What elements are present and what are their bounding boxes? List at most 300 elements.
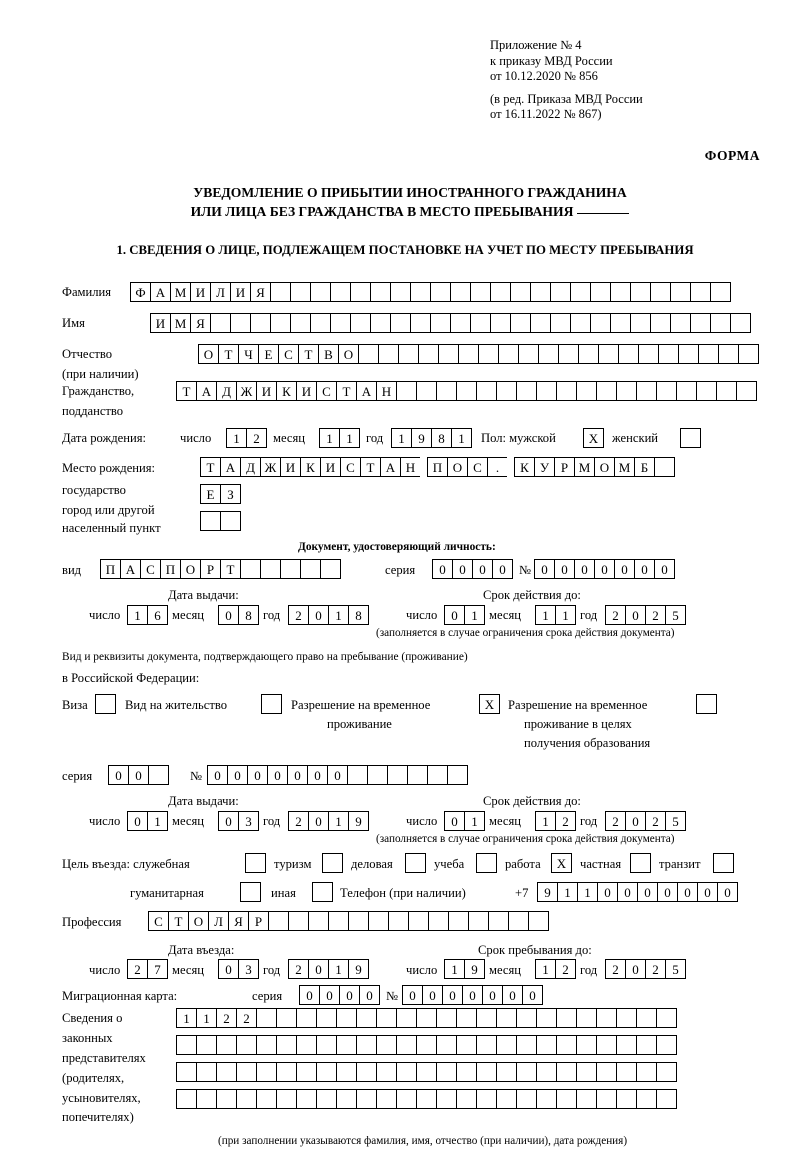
input-cell[interactable]: [456, 1035, 477, 1055]
input-cell[interactable]: [590, 282, 611, 302]
input-cell[interactable]: 2: [555, 811, 576, 831]
input-cell[interactable]: [350, 282, 371, 302]
doc-number-boxes[interactable]: [534, 559, 674, 579]
input-cell[interactable]: И: [320, 457, 341, 477]
input-cell[interactable]: С: [467, 457, 488, 477]
input-cell[interactable]: 8: [238, 605, 259, 625]
input-cell[interactable]: [408, 911, 429, 931]
input-cell[interactable]: [436, 381, 457, 401]
input-cell[interactable]: 0: [207, 765, 228, 785]
input-cell[interactable]: [510, 313, 531, 333]
input-cell[interactable]: М: [614, 457, 635, 477]
input-cell[interactable]: [636, 1008, 657, 1028]
input-cell[interactable]: [316, 1008, 337, 1028]
input-cell[interactable]: [330, 313, 351, 333]
input-cell[interactable]: 1: [226, 428, 247, 448]
input-cell[interactable]: [378, 344, 399, 364]
input-cell[interactable]: [250, 313, 271, 333]
input-cell[interactable]: 1: [451, 428, 472, 448]
input-cell[interactable]: 0: [359, 985, 380, 1005]
input-cell[interactable]: С: [278, 344, 299, 364]
legal-rep-row-3[interactable]: [176, 1062, 676, 1082]
input-cell[interactable]: [596, 1035, 617, 1055]
doc-valid-month-boxes[interactable]: [535, 605, 575, 625]
input-cell[interactable]: [290, 313, 311, 333]
input-cell[interactable]: 0: [492, 559, 513, 579]
input-cell[interactable]: [470, 313, 491, 333]
input-cell[interactable]: [710, 282, 731, 302]
input-cell[interactable]: [436, 1062, 457, 1082]
input-cell[interactable]: 0: [657, 882, 678, 902]
input-cell[interactable]: [236, 1035, 257, 1055]
input-cell[interactable]: [276, 1089, 297, 1109]
input-cell[interactable]: О: [198, 344, 219, 364]
legal-rep-row-2[interactable]: [176, 1035, 676, 1055]
input-cell[interactable]: С: [148, 911, 169, 931]
input-cell[interactable]: [296, 1008, 317, 1028]
input-cell[interactable]: [496, 381, 517, 401]
input-cell[interactable]: [736, 381, 757, 401]
input-cell[interactable]: [270, 282, 291, 302]
input-cell[interactable]: С: [316, 381, 337, 401]
input-cell[interactable]: [216, 1089, 237, 1109]
input-cell[interactable]: [530, 282, 551, 302]
birth-month-boxes[interactable]: [319, 428, 359, 448]
input-cell[interactable]: [518, 344, 539, 364]
input-cell[interactable]: С: [340, 457, 361, 477]
input-cell[interactable]: 2: [645, 959, 666, 979]
input-cell[interactable]: Р: [248, 911, 269, 931]
input-cell[interactable]: [396, 1062, 417, 1082]
input-cell[interactable]: [636, 1062, 657, 1082]
input-cell[interactable]: [578, 344, 599, 364]
input-cell[interactable]: 2: [216, 1008, 237, 1028]
stay-issue-month-boxes[interactable]: [218, 811, 258, 831]
input-cell[interactable]: Т: [176, 381, 197, 401]
input-cell[interactable]: [396, 1008, 417, 1028]
input-cell[interactable]: 9: [464, 959, 485, 979]
input-cell[interactable]: А: [220, 457, 241, 477]
input-cell[interactable]: [390, 313, 411, 333]
input-cell[interactable]: [310, 313, 331, 333]
input-cell[interactable]: [496, 1035, 517, 1055]
input-cell[interactable]: [678, 344, 699, 364]
input-cell[interactable]: [556, 1008, 577, 1028]
input-cell[interactable]: [396, 1089, 417, 1109]
input-cell[interactable]: 0: [444, 811, 465, 831]
stay-end-day-boxes[interactable]: [444, 959, 484, 979]
input-cell[interactable]: Ч: [238, 344, 259, 364]
input-cell[interactable]: [496, 1089, 517, 1109]
input-cell[interactable]: [576, 381, 597, 401]
purpose-study-checkbox[interactable]: [476, 853, 497, 873]
input-cell[interactable]: 0: [522, 985, 543, 1005]
doc-valid-year-boxes[interactable]: [605, 605, 685, 625]
input-cell[interactable]: [410, 313, 431, 333]
input-cell[interactable]: 1: [464, 605, 485, 625]
input-cell[interactable]: [336, 1089, 357, 1109]
input-cell[interactable]: [550, 282, 571, 302]
input-cell[interactable]: Н: [376, 381, 397, 401]
input-cell[interactable]: 0: [717, 882, 738, 902]
birth-year-boxes[interactable]: [391, 428, 471, 448]
input-cell[interactable]: 1: [535, 959, 556, 979]
input-cell[interactable]: 0: [462, 985, 483, 1005]
stay-end-year-boxes[interactable]: [605, 959, 685, 979]
input-cell[interactable]: [630, 313, 651, 333]
birth-city-line1-boxes[interactable]: [200, 484, 240, 504]
input-cell[interactable]: [476, 1062, 497, 1082]
input-cell[interactable]: 1: [391, 428, 412, 448]
input-cell[interactable]: Л: [210, 282, 231, 302]
input-cell[interactable]: 5: [665, 811, 686, 831]
input-cell[interactable]: А: [356, 381, 377, 401]
input-cell[interactable]: [276, 1035, 297, 1055]
input-cell[interactable]: [220, 511, 241, 531]
input-cell[interactable]: 0: [308, 605, 329, 625]
input-cell[interactable]: 0: [402, 985, 423, 1005]
temp-residence-checkbox[interactable]: X: [479, 694, 500, 714]
input-cell[interactable]: [538, 344, 559, 364]
input-cell[interactable]: [268, 911, 289, 931]
purpose-private-checkbox[interactable]: [630, 853, 651, 873]
input-cell[interactable]: Т: [220, 559, 241, 579]
input-cell[interactable]: 2: [605, 959, 626, 979]
input-cell[interactable]: 0: [218, 811, 239, 831]
input-cell[interactable]: [476, 1008, 497, 1028]
input-cell[interactable]: [576, 1062, 597, 1082]
input-cell[interactable]: [616, 1008, 637, 1028]
input-cell[interactable]: [450, 282, 471, 302]
input-cell[interactable]: 1: [535, 811, 556, 831]
input-cell[interactable]: [148, 765, 169, 785]
input-cell[interactable]: [516, 1008, 537, 1028]
input-cell[interactable]: 6: [147, 605, 168, 625]
input-cell[interactable]: 0: [247, 765, 268, 785]
input-cell[interactable]: 0: [625, 959, 646, 979]
input-cell[interactable]: [348, 911, 369, 931]
input-cell[interactable]: [288, 911, 309, 931]
input-cell[interactable]: 0: [308, 959, 329, 979]
input-cell[interactable]: [370, 282, 391, 302]
input-cell[interactable]: [468, 911, 489, 931]
input-cell[interactable]: [596, 1089, 617, 1109]
input-cell[interactable]: [296, 1035, 317, 1055]
input-cell[interactable]: П: [160, 559, 181, 579]
input-cell[interactable]: [336, 1035, 357, 1055]
input-cell[interactable]: 9: [348, 959, 369, 979]
input-cell[interactable]: [410, 282, 431, 302]
input-cell[interactable]: 0: [677, 882, 698, 902]
stay-issue-day-boxes[interactable]: [127, 811, 167, 831]
input-cell[interactable]: [356, 1008, 377, 1028]
input-cell[interactable]: 0: [218, 605, 239, 625]
input-cell[interactable]: [570, 282, 591, 302]
purpose-humanitarian-checkbox[interactable]: [240, 882, 261, 902]
input-cell[interactable]: [308, 911, 329, 931]
input-cell[interactable]: [516, 1035, 537, 1055]
profession-boxes[interactable]: [148, 911, 548, 931]
input-cell[interactable]: [176, 1062, 197, 1082]
input-cell[interactable]: 0: [574, 559, 595, 579]
input-cell[interactable]: К: [514, 457, 535, 477]
input-cell[interactable]: К: [300, 457, 321, 477]
input-cell[interactable]: [376, 1008, 397, 1028]
input-cell[interactable]: 1: [464, 811, 485, 831]
input-cell[interactable]: О: [180, 559, 201, 579]
input-cell[interactable]: 0: [472, 559, 493, 579]
input-cell[interactable]: 2: [288, 811, 309, 831]
input-cell[interactable]: Р: [200, 559, 221, 579]
input-cell[interactable]: [596, 381, 617, 401]
visa-checkbox[interactable]: [95, 694, 116, 714]
input-cell[interactable]: [556, 1089, 577, 1109]
input-cell[interactable]: [516, 1062, 537, 1082]
input-cell[interactable]: 0: [637, 882, 658, 902]
input-cell[interactable]: [458, 344, 479, 364]
input-cell[interactable]: [616, 1089, 637, 1109]
input-cell[interactable]: 1: [444, 959, 465, 979]
purpose-transit-checkbox[interactable]: [713, 853, 734, 873]
input-cell[interactable]: 0: [625, 811, 646, 831]
input-cell[interactable]: 2: [246, 428, 267, 448]
edu-residence-checkbox[interactable]: [696, 694, 717, 714]
input-cell[interactable]: 0: [654, 559, 675, 579]
input-cell[interactable]: С: [140, 559, 161, 579]
input-cell[interactable]: [416, 1008, 437, 1028]
input-cell[interactable]: [576, 1035, 597, 1055]
input-cell[interactable]: 5: [665, 959, 686, 979]
input-cell[interactable]: [370, 313, 391, 333]
input-cell[interactable]: [498, 344, 519, 364]
input-cell[interactable]: 0: [308, 811, 329, 831]
input-cell[interactable]: [296, 1062, 317, 1082]
input-cell[interactable]: [528, 911, 549, 931]
input-cell[interactable]: О: [594, 457, 615, 477]
input-cell[interactable]: 0: [625, 605, 646, 625]
input-cell[interactable]: [260, 559, 281, 579]
doc-issue-month-boxes[interactable]: [218, 605, 258, 625]
stay-series-boxes[interactable]: [108, 765, 168, 785]
input-cell[interactable]: Д: [240, 457, 261, 477]
input-cell[interactable]: 1: [535, 605, 556, 625]
input-cell[interactable]: 0: [227, 765, 248, 785]
input-cell[interactable]: 2: [288, 605, 309, 625]
input-cell[interactable]: [456, 1062, 477, 1082]
input-cell[interactable]: [698, 344, 719, 364]
input-cell[interactable]: [556, 1062, 577, 1082]
input-cell[interactable]: [358, 344, 379, 364]
input-cell[interactable]: 0: [267, 765, 288, 785]
input-cell[interactable]: [200, 511, 221, 531]
input-cell[interactable]: [650, 282, 671, 302]
input-cell[interactable]: [356, 1089, 377, 1109]
input-cell[interactable]: [636, 381, 657, 401]
input-cell[interactable]: [296, 1089, 317, 1109]
migration-series-boxes[interactable]: [299, 985, 379, 1005]
input-cell[interactable]: [536, 1089, 557, 1109]
input-cell[interactable]: [418, 344, 439, 364]
stay-end-month-boxes[interactable]: [535, 959, 575, 979]
input-cell[interactable]: [456, 381, 477, 401]
input-cell[interactable]: 0: [299, 985, 320, 1005]
input-cell[interactable]: [438, 344, 459, 364]
input-cell[interactable]: [216, 1035, 237, 1055]
input-cell[interactable]: Б: [634, 457, 655, 477]
input-cell[interactable]: [536, 1008, 557, 1028]
input-cell[interactable]: [356, 1062, 377, 1082]
input-cell[interactable]: Ж: [236, 381, 257, 401]
input-cell[interactable]: В: [318, 344, 339, 364]
doc-issue-day-boxes[interactable]: [127, 605, 167, 625]
input-cell[interactable]: Е: [258, 344, 279, 364]
input-cell[interactable]: [390, 282, 411, 302]
input-cell[interactable]: [590, 313, 611, 333]
input-cell[interactable]: [456, 1089, 477, 1109]
input-cell[interactable]: [496, 1062, 517, 1082]
doc-issue-year-boxes[interactable]: [288, 605, 368, 625]
input-cell[interactable]: [376, 1089, 397, 1109]
input-cell[interactable]: Е: [200, 484, 221, 504]
input-cell[interactable]: М: [170, 282, 191, 302]
input-cell[interactable]: [316, 1035, 337, 1055]
input-cell[interactable]: [596, 1062, 617, 1082]
input-cell[interactable]: 0: [442, 985, 463, 1005]
input-cell[interactable]: 1: [557, 882, 578, 902]
input-cell[interactable]: Т: [200, 457, 221, 477]
input-cell[interactable]: Я: [190, 313, 211, 333]
input-cell[interactable]: [256, 1089, 277, 1109]
input-cell[interactable]: [710, 313, 731, 333]
input-cell[interactable]: [718, 344, 739, 364]
input-cell[interactable]: [367, 765, 388, 785]
input-cell[interactable]: [176, 1035, 197, 1055]
input-cell[interactable]: [276, 1008, 297, 1028]
input-cell[interactable]: [300, 559, 321, 579]
sex-female-checkbox[interactable]: [680, 428, 701, 448]
input-cell[interactable]: [256, 1035, 277, 1055]
input-cell[interactable]: 0: [594, 559, 615, 579]
input-cell[interactable]: 3: [238, 811, 259, 831]
input-cell[interactable]: [570, 313, 591, 333]
input-cell[interactable]: [696, 381, 717, 401]
input-cell[interactable]: З: [220, 484, 241, 504]
input-cell[interactable]: 1: [555, 605, 576, 625]
surname-boxes[interactable]: [130, 282, 730, 302]
input-cell[interactable]: [448, 911, 469, 931]
input-cell[interactable]: 1: [328, 959, 349, 979]
input-cell[interactable]: Я: [228, 911, 249, 931]
input-cell[interactable]: П: [100, 559, 121, 579]
input-cell[interactable]: [350, 313, 371, 333]
input-cell[interactable]: О: [188, 911, 209, 931]
input-cell[interactable]: [676, 381, 697, 401]
input-cell[interactable]: 0: [307, 765, 328, 785]
input-cell[interactable]: [310, 282, 331, 302]
input-cell[interactable]: [630, 282, 651, 302]
input-cell[interactable]: [256, 1008, 277, 1028]
input-cell[interactable]: [416, 1035, 437, 1055]
input-cell[interactable]: [656, 381, 677, 401]
input-cell[interactable]: [416, 381, 437, 401]
input-cell[interactable]: [476, 1089, 497, 1109]
input-cell[interactable]: [638, 344, 659, 364]
input-cell[interactable]: [670, 282, 691, 302]
input-cell[interactable]: Л: [208, 911, 229, 931]
input-cell[interactable]: [430, 313, 451, 333]
input-cell[interactable]: [436, 1035, 457, 1055]
doc-series-boxes[interactable]: [432, 559, 512, 579]
input-cell[interactable]: [490, 282, 511, 302]
input-cell[interactable]: [436, 1089, 457, 1109]
input-cell[interactable]: О: [447, 457, 468, 477]
input-cell[interactable]: [690, 313, 711, 333]
input-cell[interactable]: 9: [348, 811, 369, 831]
phone-boxes[interactable]: [537, 882, 737, 902]
input-cell[interactable]: [656, 1089, 677, 1109]
input-cell[interactable]: 0: [502, 985, 523, 1005]
input-cell[interactable]: [576, 1089, 597, 1109]
input-cell[interactable]: 0: [597, 882, 618, 902]
purpose-tourism-checkbox[interactable]: [322, 853, 343, 873]
input-cell[interactable]: 9: [411, 428, 432, 448]
input-cell[interactable]: 2: [645, 605, 666, 625]
input-cell[interactable]: [240, 559, 261, 579]
input-cell[interactable]: 1: [328, 605, 349, 625]
input-cell[interactable]: [656, 1062, 677, 1082]
input-cell[interactable]: [388, 911, 409, 931]
input-cell[interactable]: [316, 1089, 337, 1109]
entry-year-boxes[interactable]: [288, 959, 368, 979]
input-cell[interactable]: [656, 1035, 677, 1055]
input-cell[interactable]: 1: [339, 428, 360, 448]
input-cell[interactable]: Т: [218, 344, 239, 364]
purpose-other-checkbox[interactable]: [312, 882, 333, 902]
input-cell[interactable]: [230, 313, 251, 333]
input-cell[interactable]: И: [256, 381, 277, 401]
input-cell[interactable]: [610, 282, 631, 302]
input-cell[interactable]: 1: [328, 811, 349, 831]
input-cell[interactable]: 2: [127, 959, 148, 979]
input-cell[interactable]: [536, 1062, 557, 1082]
input-cell[interactable]: [416, 1062, 437, 1082]
input-cell[interactable]: 0: [432, 559, 453, 579]
input-cell[interactable]: И: [190, 282, 211, 302]
input-cell[interactable]: [316, 1062, 337, 1082]
input-cell[interactable]: [428, 911, 449, 931]
input-cell[interactable]: [516, 1089, 537, 1109]
input-cell[interactable]: [256, 1062, 277, 1082]
input-cell[interactable]: .: [487, 457, 508, 477]
input-cell[interactable]: 1: [577, 882, 598, 902]
input-cell[interactable]: 0: [327, 765, 348, 785]
citizenship-boxes[interactable]: [176, 381, 756, 401]
input-cell[interactable]: 3: [238, 959, 259, 979]
input-cell[interactable]: [328, 911, 349, 931]
input-cell[interactable]: 2: [605, 811, 626, 831]
input-cell[interactable]: 0: [534, 559, 555, 579]
input-cell[interactable]: [368, 911, 389, 931]
purpose-service-checkbox[interactable]: [245, 853, 266, 873]
input-cell[interactable]: [216, 1062, 237, 1082]
stay-number-boxes[interactable]: [207, 765, 467, 785]
input-cell[interactable]: [488, 911, 509, 931]
input-cell[interactable]: [536, 1035, 557, 1055]
birth-place-boxes[interactable]: [200, 457, 674, 477]
input-cell[interactable]: [596, 1008, 617, 1028]
input-cell[interactable]: [558, 344, 579, 364]
input-cell[interactable]: 7: [147, 959, 168, 979]
